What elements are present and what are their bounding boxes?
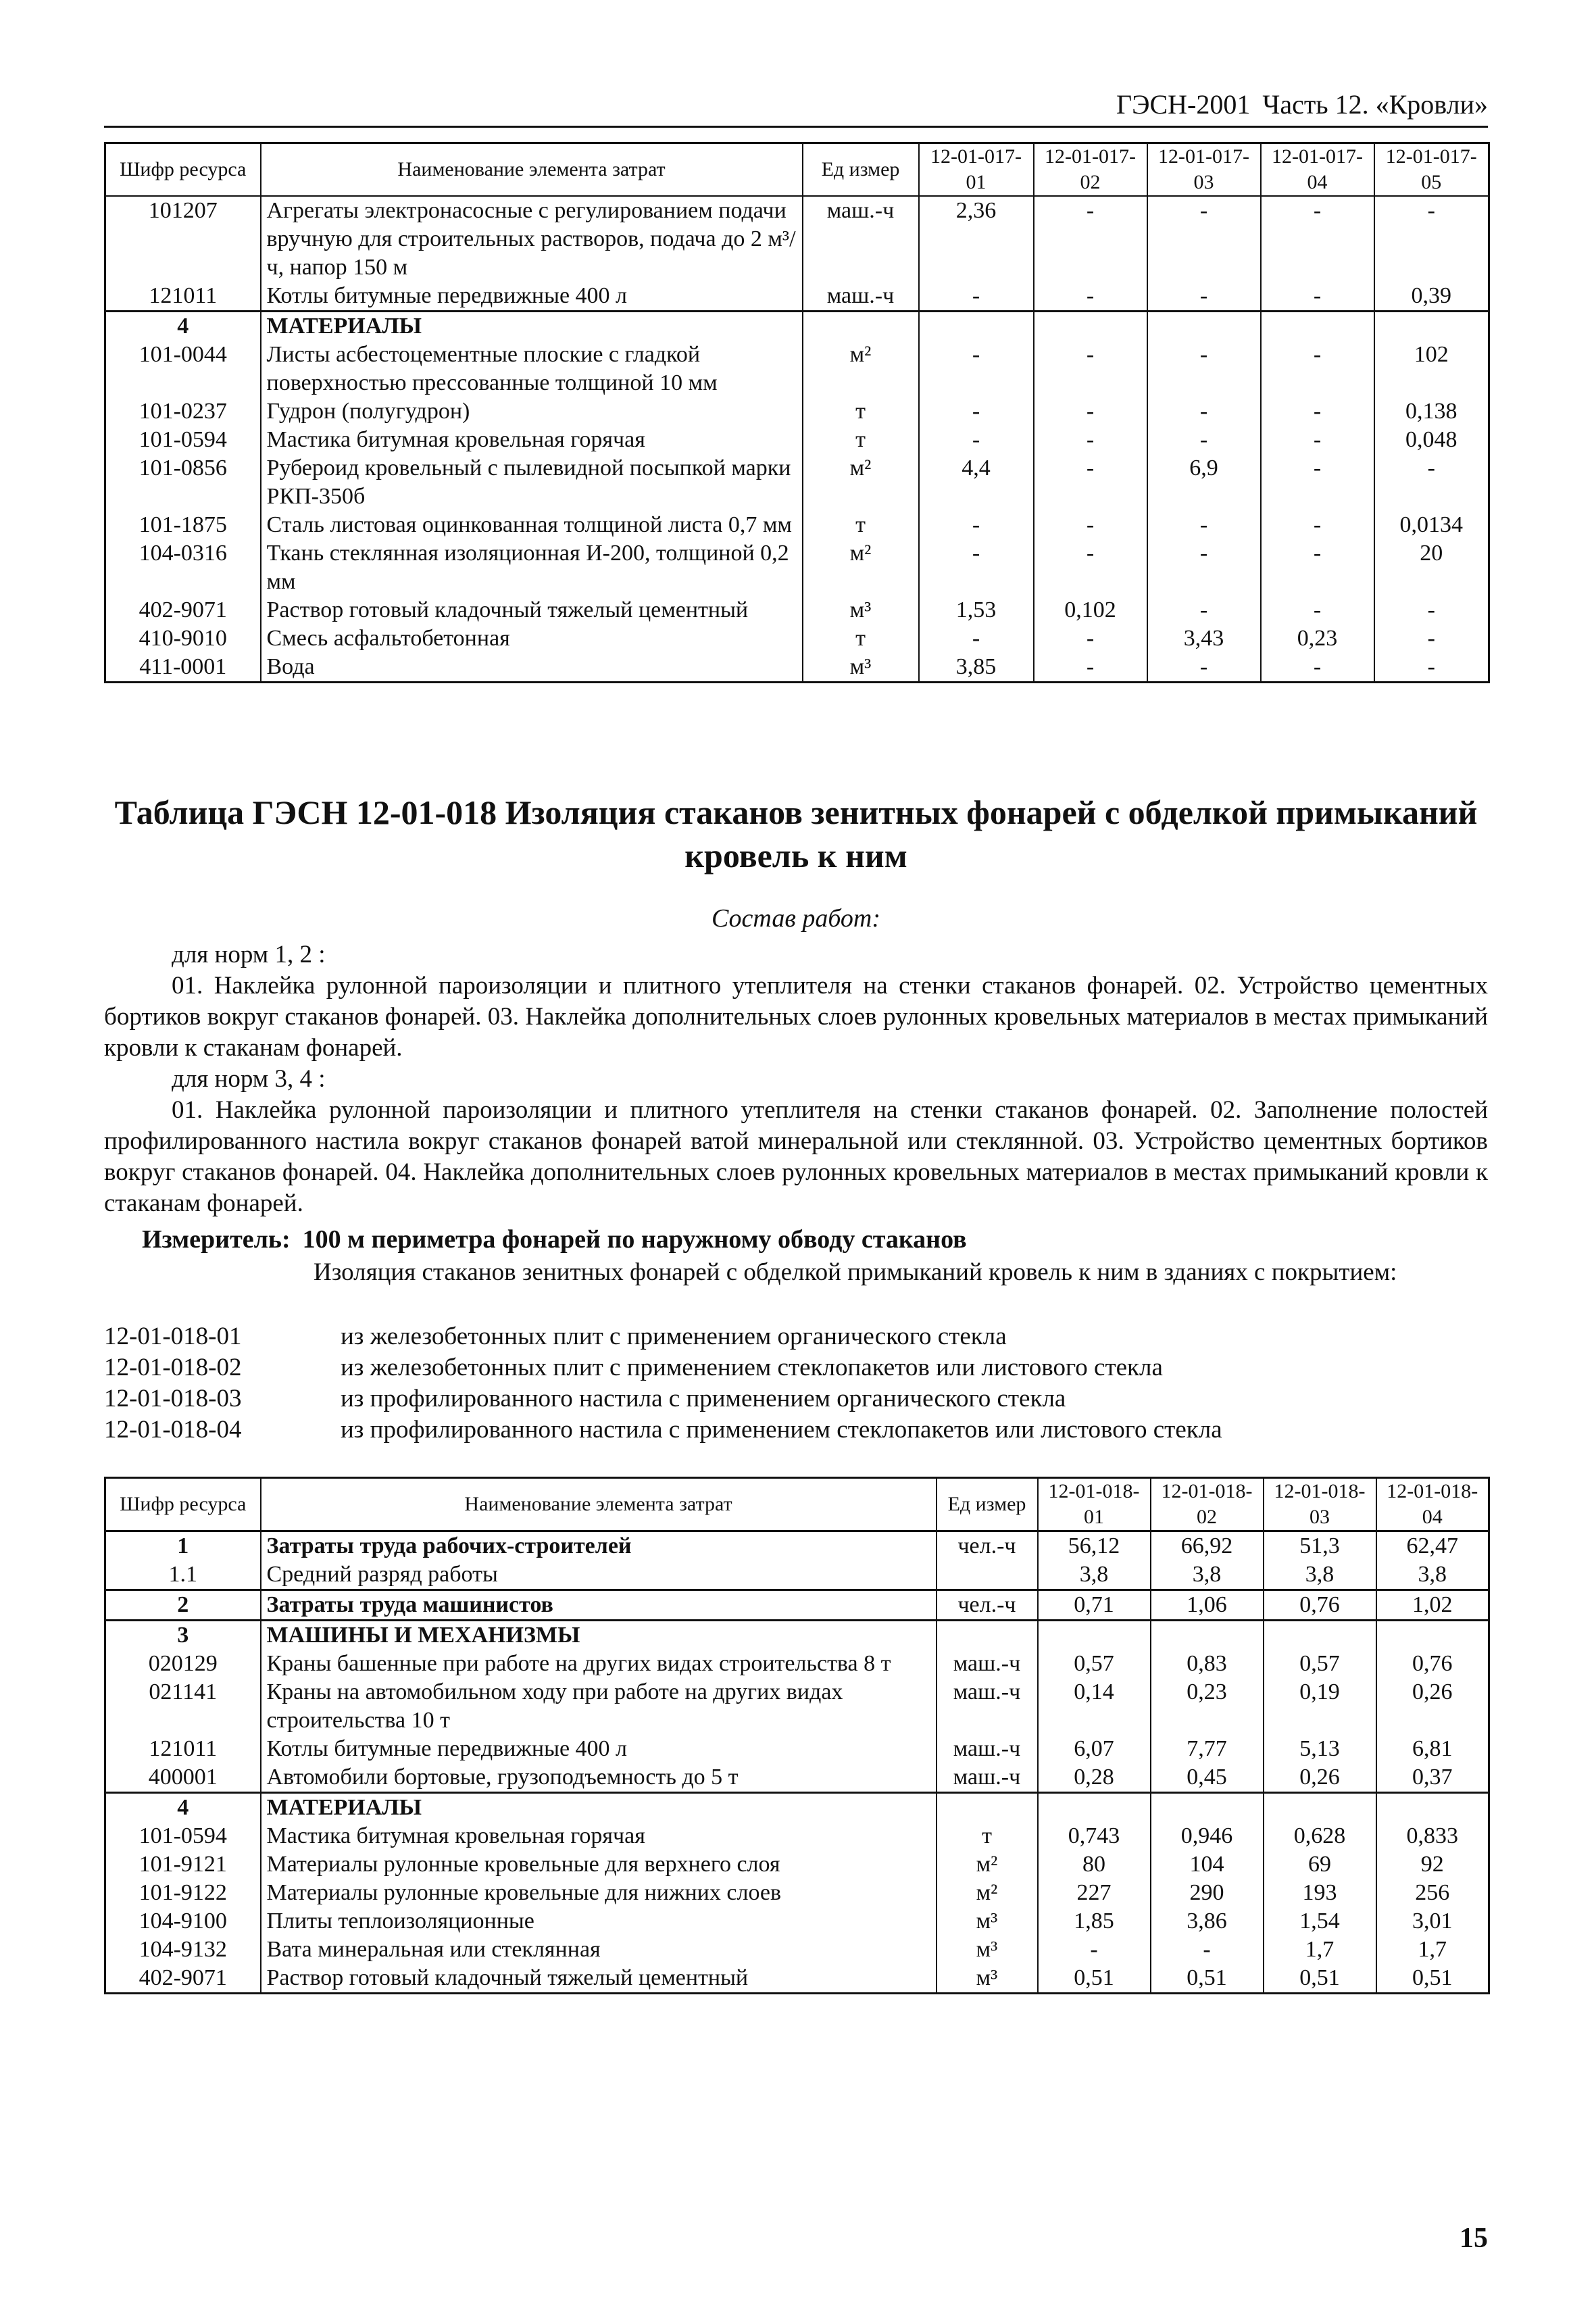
- resource-value: -: [919, 426, 1034, 454]
- resource-code: 402-9071: [105, 596, 261, 624]
- resource-unit: [937, 1621, 1038, 1650]
- resource-value: [1038, 1793, 1151, 1823]
- resource-unit: [937, 1560, 1038, 1590]
- resource-unit: т: [803, 511, 919, 539]
- resource-value: -: [1261, 539, 1374, 596]
- norms-34-text: 01. Наклейка рулонной пароизоляции и плитного утеплителя на стенки стаканов фонарей. 02. Заполнение полостей профилированного настила вокруг стаканов фонарей ватой минеральной или стеклянной. 03. Устройство цементных бортиков вокруг стаканов фонарей. 04. Наклейка дополнительных слоев рулонных кровельных материалов в местах примыканий кровли к стаканам фонарей.: [104, 1096, 1488, 1217]
- resource-value: -: [1147, 196, 1261, 282]
- resource-value: -: [1261, 196, 1374, 282]
- resource-unit: маш.-ч: [937, 1650, 1038, 1678]
- resource-value: -: [1034, 624, 1147, 653]
- resource-value: [919, 312, 1034, 341]
- resource-value: -: [1034, 539, 1147, 596]
- resource-name: Котлы битумные передвижные 400 л: [261, 1735, 937, 1763]
- resource-value: -: [1261, 341, 1374, 397]
- resource-value: 0,048: [1374, 426, 1489, 454]
- norms-list: [104, 1321, 1488, 1446]
- table-row: [105, 1560, 1489, 1590]
- resource-value: [1038, 1621, 1151, 1650]
- resource-value: 0,71: [1038, 1590, 1151, 1621]
- resource-name: Вата минеральная или стеклянная: [261, 1936, 937, 1964]
- resource-value: -: [919, 341, 1034, 397]
- resource-unit: маш.-ч: [937, 1678, 1038, 1735]
- resource-code: 2: [105, 1590, 261, 1621]
- column-header: 12-01-018-04: [1376, 1478, 1489, 1531]
- composition-label: Состав работ:: [711, 904, 881, 933]
- resource-value: 80: [1038, 1850, 1151, 1879]
- resource-value: 69: [1264, 1850, 1376, 1879]
- resource-value: -: [1261, 282, 1374, 312]
- table-title: Таблица ГЭСН 12-01-018 Изоляция стаканов зенитных фонарей с обделкой примыканий кровель к ним: [114, 793, 1478, 875]
- resource-value: [1151, 1621, 1264, 1650]
- resource-value: 1,85: [1038, 1907, 1151, 1936]
- norms-12-label: для норм 1, 2 :: [172, 941, 326, 968]
- resource-table-018: [104, 1477, 1490, 1994]
- resource-value: 0,51: [1264, 1964, 1376, 1994]
- resource-value: 3,8: [1151, 1560, 1264, 1590]
- norm-text: из профилированного настила с применением органического стекла: [341, 1385, 1066, 1412]
- table-header-row: [105, 1478, 1489, 1531]
- resource-unit: м³: [803, 596, 919, 624]
- column-header: 12-01-017-02: [1034, 143, 1147, 197]
- resource-name: Раствор готовый кладочный тяжелый цементный: [261, 1964, 937, 1994]
- table-row: [105, 426, 1489, 454]
- resource-unit: [803, 312, 919, 341]
- resource-value: [1147, 312, 1261, 341]
- column-header: 12-01-018-03: [1264, 1478, 1376, 1531]
- column-header: 12-01-017-03: [1147, 143, 1261, 197]
- norm-item: [104, 1352, 1488, 1383]
- table-row: [105, 1793, 1489, 1823]
- resource-name: Затраты труда машинистов: [261, 1590, 937, 1621]
- resource-value: 0,138: [1374, 397, 1489, 426]
- resource-value: [1376, 1621, 1489, 1650]
- resource-value: -: [1034, 397, 1147, 426]
- table-row: [105, 1907, 1489, 1936]
- table-row: [105, 1590, 1489, 1621]
- resource-value: -: [1374, 596, 1489, 624]
- resource-code: 104-9132: [105, 1936, 261, 1964]
- norm-code: 12-01-018-01: [104, 1323, 242, 1350]
- resource-code: 411-0001: [105, 653, 261, 683]
- resource-value: 0,833: [1376, 1822, 1489, 1850]
- resource-value: 66,92: [1151, 1531, 1264, 1561]
- table-row: [105, 1678, 1489, 1735]
- resource-value: 0,23: [1261, 624, 1374, 653]
- resource-unit: маш.-ч: [803, 282, 919, 312]
- resource-value: 193: [1264, 1879, 1376, 1907]
- resource-value: -: [1261, 397, 1374, 426]
- resource-value: 0,83: [1151, 1650, 1264, 1678]
- resource-value: -: [1147, 426, 1261, 454]
- resource-value: -: [1034, 341, 1147, 397]
- resource-value: -: [1034, 511, 1147, 539]
- resource-value: 0,76: [1376, 1650, 1489, 1678]
- resource-unit: чел.-ч: [937, 1531, 1038, 1561]
- resource-value: -: [1374, 196, 1489, 282]
- resource-unit: маш.-ч: [937, 1763, 1038, 1793]
- resource-value: -: [1374, 624, 1489, 653]
- column-header: 12-01-017-05: [1374, 143, 1489, 197]
- resource-value: 227: [1038, 1879, 1151, 1907]
- resource-code: 410-9010: [105, 624, 261, 653]
- table-header-row: [105, 143, 1489, 197]
- table-row: [105, 1964, 1489, 1994]
- resource-name: Краны башенные при работе на других видах строительства 8 т: [261, 1650, 937, 1678]
- table-row: [105, 341, 1489, 397]
- resource-name: Материалы рулонные кровельные для нижних слоев: [261, 1879, 937, 1907]
- resource-code: 021141: [105, 1678, 261, 1735]
- resource-code: 4: [105, 312, 261, 341]
- resource-name: Средний разряд работы: [261, 1560, 937, 1590]
- resource-value: 0,51: [1038, 1964, 1151, 1994]
- resource-code: 101-0594: [105, 426, 261, 454]
- norm-item: [104, 1414, 1488, 1446]
- resource-value: 0,39: [1374, 282, 1489, 312]
- resource-value: -: [919, 511, 1034, 539]
- resource-value: -: [1147, 511, 1261, 539]
- column-header: Ед измер: [937, 1478, 1038, 1531]
- resource-value: 6,9: [1147, 454, 1261, 511]
- resource-unit: м³: [937, 1936, 1038, 1964]
- resource-value: 0,743: [1038, 1822, 1151, 1850]
- column-header: Наименование элемента затрат: [261, 143, 803, 197]
- resource-name: Плиты теплоизоляционные: [261, 1907, 937, 1936]
- resource-value: 51,3: [1264, 1531, 1376, 1561]
- resource-code: 121011: [105, 282, 261, 312]
- resource-code: 101-1875: [105, 511, 261, 539]
- resource-code: 1.1: [105, 1560, 261, 1590]
- resource-name: Котлы битумные передвижные 400 л: [261, 282, 803, 312]
- resource-name: МАШИНЫ И МЕХАНИЗМЫ: [261, 1621, 937, 1650]
- table-row: [105, 397, 1489, 426]
- resource-name: Краны на автомобильном ходу при работе на других видах строительства 10 т: [261, 1678, 937, 1735]
- column-header: Шифр ресурса: [105, 143, 261, 197]
- table-row: [105, 539, 1489, 596]
- resource-name: Сталь листовая оцинкованная толщиной листа 0,7 мм: [261, 511, 803, 539]
- resource-value: 0,102: [1034, 596, 1147, 624]
- table-row: [105, 596, 1489, 624]
- resource-unit: маш.-ч: [803, 196, 919, 282]
- meter-line: [142, 1223, 967, 1256]
- resource-value: -: [1147, 341, 1261, 397]
- resource-name: Мастика битумная кровельная горячая: [261, 1822, 937, 1850]
- resource-name: МАТЕРИАЛЫ: [261, 1793, 937, 1823]
- table-row: [105, 312, 1489, 341]
- resource-value: 290: [1151, 1879, 1264, 1907]
- table-row: [105, 1850, 1489, 1879]
- resource-value: 3,01: [1376, 1907, 1489, 1936]
- resource-value: [1261, 312, 1374, 341]
- resource-value: 0,628: [1264, 1822, 1376, 1850]
- resource-table-017: [104, 142, 1490, 683]
- meter-text: 100 м периметра фонарей по наружному обводу стаканов: [302, 1225, 967, 1254]
- resource-value: -: [919, 282, 1034, 312]
- resource-name: Смесь асфальтобетонная: [261, 624, 803, 653]
- resource-value: -: [1147, 539, 1261, 596]
- table-body: [105, 1531, 1489, 1994]
- resource-unit: т: [937, 1822, 1038, 1850]
- page-header: [104, 88, 1488, 128]
- resource-unit: м³: [803, 653, 919, 683]
- resource-value: 7,77: [1151, 1735, 1264, 1763]
- column-header: 12-01-017-04: [1261, 143, 1374, 197]
- resource-value: 6,81: [1376, 1735, 1489, 1763]
- column-header: 12-01-018-02: [1151, 1478, 1264, 1531]
- norm-text: из железобетонных плит с применением стеклопакетов или листового стекла: [341, 1354, 1163, 1381]
- resource-code: 101-0044: [105, 341, 261, 397]
- resource-value: 0,28: [1038, 1763, 1151, 1793]
- resource-value: 3,8: [1376, 1560, 1489, 1590]
- resource-name: Агрегаты электронасосные с регулированием подачи вручную для строительных растворов, подача до 2 м³/ч, напор 150 м: [261, 196, 803, 282]
- norm-text: из железобетонных плит с применением органического стекла: [341, 1323, 1007, 1350]
- column-header: Шифр ресурса: [105, 1478, 261, 1531]
- resource-value: -: [1374, 653, 1489, 683]
- resource-value: 0,76: [1264, 1590, 1376, 1621]
- resource-unit: чел.-ч: [937, 1590, 1038, 1621]
- table-row: [105, 454, 1489, 511]
- resource-value: 104: [1151, 1850, 1264, 1879]
- resource-value: 56,12: [1038, 1531, 1151, 1561]
- resource-value: -: [1147, 653, 1261, 683]
- table-row: [105, 653, 1489, 683]
- resource-value: 3,43: [1147, 624, 1261, 653]
- resource-value: 5,13: [1264, 1735, 1376, 1763]
- norm-code: 12-01-018-04: [104, 1416, 242, 1444]
- resource-value: -: [1034, 653, 1147, 683]
- resource-value: 256: [1376, 1879, 1489, 1907]
- resource-value: 0,57: [1038, 1650, 1151, 1678]
- resource-unit: [937, 1793, 1038, 1823]
- resource-value: 0,26: [1264, 1763, 1376, 1793]
- resource-code: 104-9100: [105, 1907, 261, 1936]
- table-row: [105, 1822, 1489, 1850]
- resource-value: [1264, 1793, 1376, 1823]
- resource-value: 0,946: [1151, 1822, 1264, 1850]
- resource-value: 92: [1376, 1850, 1489, 1879]
- table-row: [105, 1763, 1489, 1793]
- resource-code: 1: [105, 1531, 261, 1561]
- resource-name: МАТЕРИАЛЫ: [261, 312, 803, 341]
- resource-code: 121011: [105, 1735, 261, 1763]
- resource-value: 1,7: [1376, 1936, 1489, 1964]
- table-row: [105, 1650, 1489, 1678]
- resource-value: 0,23: [1151, 1678, 1264, 1735]
- resource-code: 402-9071: [105, 1964, 261, 1994]
- resource-value: [1151, 1793, 1264, 1823]
- resource-value: 0,51: [1151, 1964, 1264, 1994]
- resource-value: -: [1147, 596, 1261, 624]
- norms-intro: Изоляция стаканов зенитных фонарей с обделкой примыканий кровель к ним в зданиях с покрытием:: [314, 1258, 1397, 1286]
- resource-value: -: [1147, 282, 1261, 312]
- resource-value: 1,7: [1264, 1936, 1376, 1964]
- resource-unit: т: [803, 426, 919, 454]
- resource-value: -: [1034, 426, 1147, 454]
- resource-value: 1,54: [1264, 1907, 1376, 1936]
- norms-34-label: для норм 3, 4 :: [172, 1065, 326, 1093]
- resource-value: 0,37: [1376, 1763, 1489, 1793]
- resource-name: Рубероид кровельный с пылевидной посыпкой марки РКП-350б: [261, 454, 803, 511]
- resource-value: -: [1151, 1936, 1264, 1964]
- resource-value: -: [1261, 653, 1374, 683]
- resource-value: 1,02: [1376, 1590, 1489, 1621]
- resource-value: 1,06: [1151, 1590, 1264, 1621]
- resource-unit: т: [803, 624, 919, 653]
- page-number: 15: [1460, 2223, 1488, 2254]
- norm-item: [104, 1383, 1488, 1414]
- resource-name: Листы асбестоцементные плоские с гладкой поверхностью прессованные толщиной 10 мм: [261, 341, 803, 397]
- resource-code: 101-0594: [105, 1822, 261, 1850]
- resource-value: 2,36: [919, 196, 1034, 282]
- resource-unit: м²: [937, 1850, 1038, 1879]
- table-row: [105, 511, 1489, 539]
- table-body: [105, 196, 1489, 683]
- work-composition: [104, 939, 1488, 1219]
- resource-unit: т: [803, 397, 919, 426]
- resource-value: 0,45: [1151, 1763, 1264, 1793]
- resource-unit: м³: [937, 1907, 1038, 1936]
- table-row: [105, 1735, 1489, 1763]
- norm-text: из профилированного настила с применением стеклопакетов или листового стекла: [341, 1416, 1222, 1444]
- table-row: [105, 1936, 1489, 1964]
- meter-label: Измеритель:: [142, 1225, 291, 1254]
- table-row: [105, 282, 1489, 312]
- resource-code: 104-0316: [105, 539, 261, 596]
- resource-value: -: [919, 624, 1034, 653]
- resource-name: Ткань стеклянная изоляционная И-200, толщиной 0,2 мм: [261, 539, 803, 596]
- resource-value: -: [1261, 454, 1374, 511]
- table-row: [105, 1621, 1489, 1650]
- resource-value: 0,19: [1264, 1678, 1376, 1735]
- resource-code: 101-0237: [105, 397, 261, 426]
- resource-value: [1034, 312, 1147, 341]
- resource-unit: маш.-ч: [937, 1735, 1038, 1763]
- norms-12-text: 01. Наклейка рулонной пароизоляции и плитного утеплителя на стенки стаканов фонарей. 02. Устройство цементных бортиков вокруг стаканов фонарей. 03. Наклейка дополнительных слоев рулонных кровельных материалов в местах примыканий кровли к стаканам фонарей.: [104, 972, 1488, 1062]
- norm-code: 12-01-018-03: [104, 1385, 242, 1412]
- column-header: 12-01-018-01: [1038, 1478, 1151, 1531]
- column-header: 12-01-017-01: [919, 143, 1034, 197]
- table-row: [105, 1879, 1489, 1907]
- column-header: Наименование элемента затрат: [261, 1478, 937, 1531]
- resource-value: -: [1034, 282, 1147, 312]
- resource-value: -: [1374, 454, 1489, 511]
- resource-value: 102: [1374, 341, 1489, 397]
- resource-value: 4,4: [919, 454, 1034, 511]
- resource-value: 0,26: [1376, 1678, 1489, 1735]
- resource-value: 3,8: [1038, 1560, 1151, 1590]
- resource-name: Вода: [261, 653, 803, 683]
- resource-value: 1,53: [919, 596, 1034, 624]
- column-header: Ед измер: [803, 143, 919, 197]
- resource-value: -: [1261, 426, 1374, 454]
- resource-name: Затраты труда рабочих-строителей: [261, 1531, 937, 1561]
- resource-value: 6,07: [1038, 1735, 1151, 1763]
- resource-code: 101-9122: [105, 1879, 261, 1907]
- table-row: [105, 1531, 1489, 1561]
- resource-code: 3: [105, 1621, 261, 1650]
- resource-unit: м³: [937, 1964, 1038, 1994]
- header-part: Часть 12. «Кровли»: [1262, 89, 1488, 120]
- resource-name: Автомобили бортовые, грузоподъемность до 5 т: [261, 1763, 937, 1793]
- resource-value: -: [1038, 1936, 1151, 1964]
- table-row: [105, 624, 1489, 653]
- norm-item: [104, 1321, 1488, 1352]
- resource-unit: м²: [803, 341, 919, 397]
- resource-code: 101207: [105, 196, 261, 282]
- resource-code: 400001: [105, 1763, 261, 1793]
- resource-value: -: [1261, 511, 1374, 539]
- resource-unit: м²: [937, 1879, 1038, 1907]
- norm-code: 12-01-018-02: [104, 1354, 242, 1381]
- resource-value: 20: [1374, 539, 1489, 596]
- resource-value: -: [1261, 596, 1374, 624]
- resource-value: 3,85: [919, 653, 1034, 683]
- resource-value: -: [919, 539, 1034, 596]
- resource-unit: м²: [803, 539, 919, 596]
- resource-value: -: [919, 397, 1034, 426]
- resource-value: 0,14: [1038, 1678, 1151, 1735]
- resource-value: 62,47: [1376, 1531, 1489, 1561]
- resource-name: Раствор готовый кладочный тяжелый цементный: [261, 596, 803, 624]
- header-doc: ГЭСН-2001: [1116, 89, 1251, 120]
- resource-value: -: [1034, 454, 1147, 511]
- resource-value: 3,8: [1264, 1560, 1376, 1590]
- resource-value: 3,86: [1151, 1907, 1264, 1936]
- resource-value: 0,0134: [1374, 511, 1489, 539]
- resource-code: 4: [105, 1793, 261, 1823]
- resource-code: 020129: [105, 1650, 261, 1678]
- resource-value: -: [1147, 397, 1261, 426]
- resource-name: Гудрон (полугудрон): [261, 397, 803, 426]
- resource-value: [1374, 312, 1489, 341]
- resource-name: Мастика битумная кровельная горячая: [261, 426, 803, 454]
- resource-value: [1376, 1793, 1489, 1823]
- resource-code: 101-0856: [105, 454, 261, 511]
- resource-value: [1264, 1621, 1376, 1650]
- resource-value: -: [1034, 196, 1147, 282]
- resource-value: 0,57: [1264, 1650, 1376, 1678]
- resource-value: 0,51: [1376, 1964, 1489, 1994]
- resource-code: 101-9121: [105, 1850, 261, 1879]
- resource-unit: м²: [803, 454, 919, 511]
- table-row: [105, 196, 1489, 282]
- resource-name: Материалы рулонные кровельные для верхнего слоя: [261, 1850, 937, 1879]
